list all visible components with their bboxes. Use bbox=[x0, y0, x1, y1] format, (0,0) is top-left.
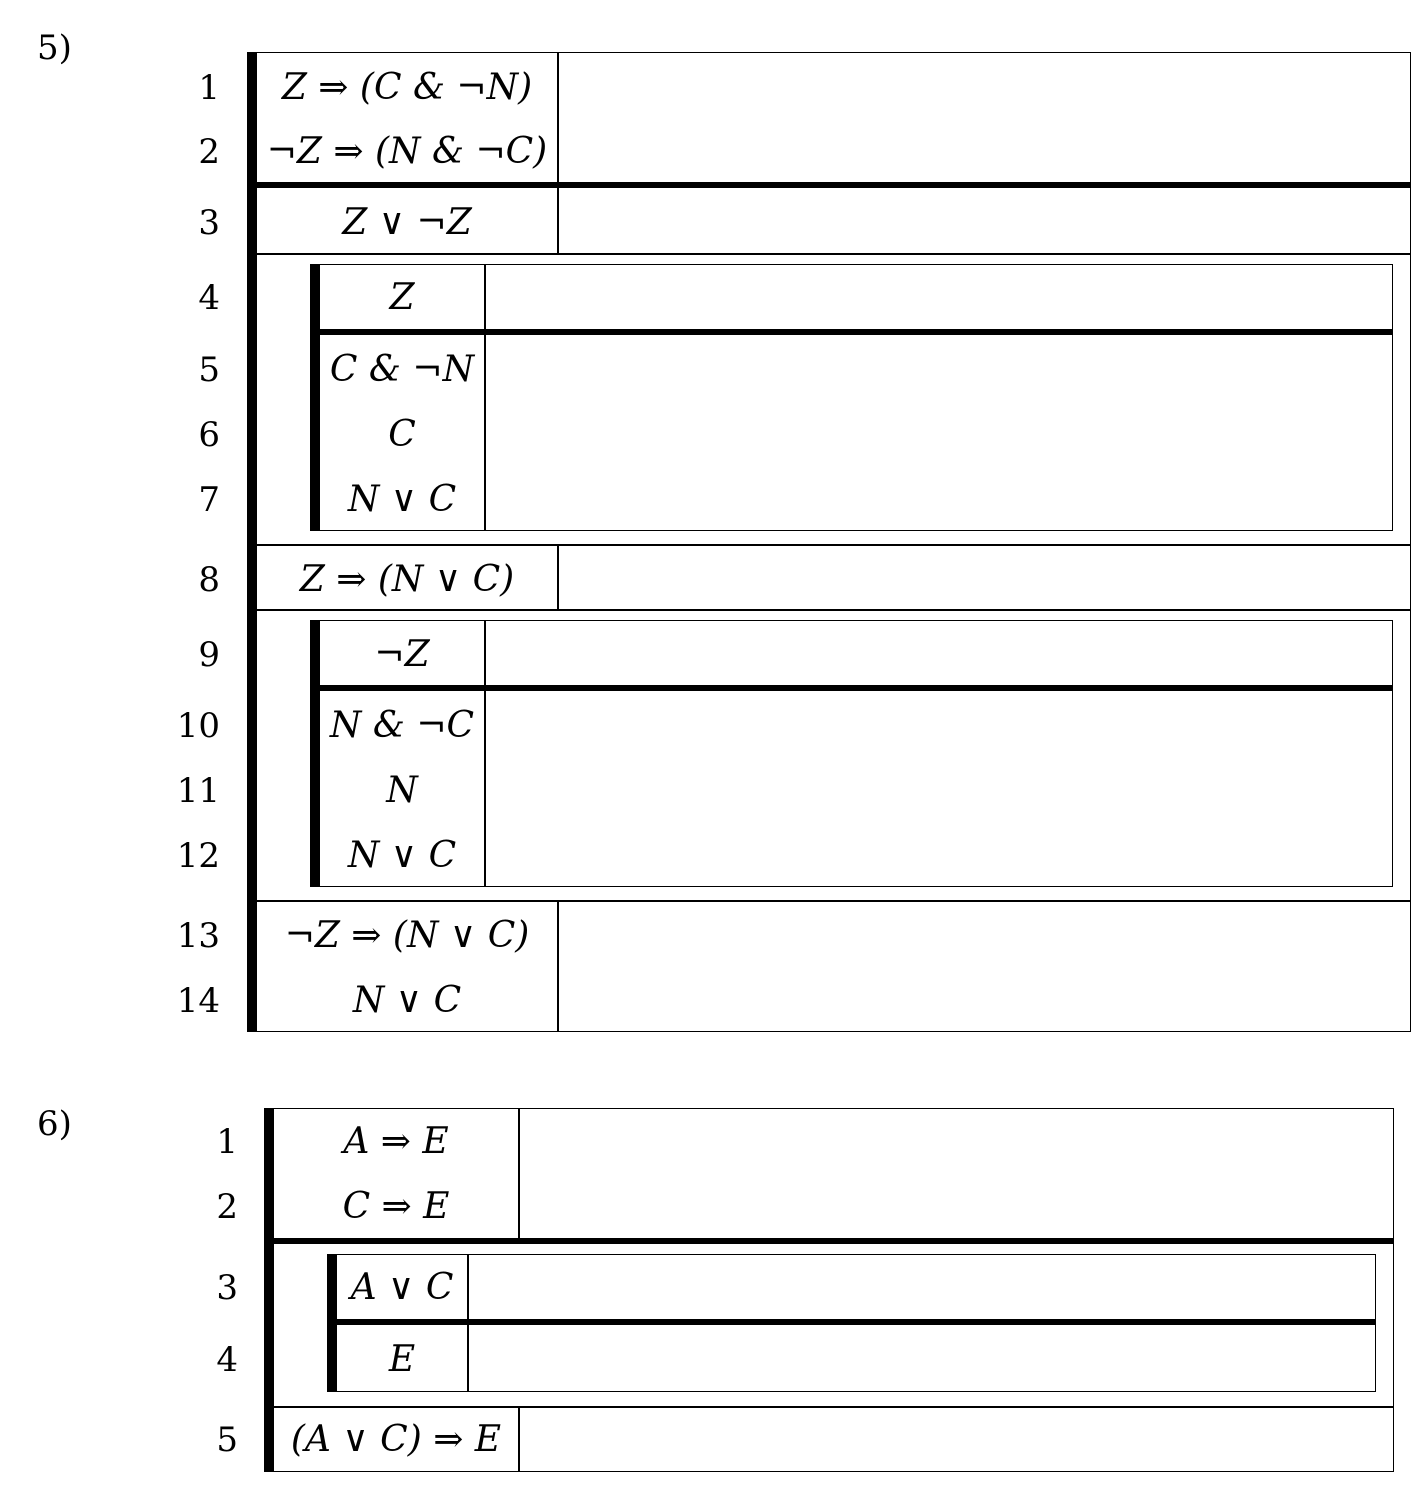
assumption-separator bbox=[311, 329, 1393, 335]
line-number: 8 bbox=[198, 560, 220, 600]
row-divider bbox=[257, 609, 1411, 611]
subproof-scope-bar bbox=[310, 620, 320, 887]
formula: ¬Z ⇒ (N & ¬C) bbox=[266, 131, 548, 172]
formula: N ∨ C bbox=[352, 980, 462, 1021]
subproof-scope-bar bbox=[310, 264, 320, 531]
row-divider bbox=[257, 544, 1411, 546]
formula: ¬Z bbox=[374, 634, 430, 675]
formula: N ∨ C bbox=[347, 479, 457, 520]
formula: Z ⇒ (N ∨ C) bbox=[299, 559, 515, 600]
line-number: 2 bbox=[216, 1187, 238, 1227]
formula: Z bbox=[389, 277, 415, 318]
assumption-separator bbox=[311, 685, 1393, 691]
formula: Z ⇒ (C & ¬N) bbox=[281, 67, 533, 108]
column-divider bbox=[484, 264, 486, 531]
column-divider bbox=[557, 188, 559, 254]
line-number: 7 bbox=[198, 480, 220, 520]
row-divider bbox=[257, 253, 1411, 255]
column-divider bbox=[518, 1406, 520, 1472]
formula: C & ¬N bbox=[329, 349, 475, 390]
formula: E bbox=[388, 1339, 416, 1380]
line-number: 5 bbox=[216, 1420, 238, 1460]
formula: N & ¬C bbox=[329, 705, 475, 746]
line-number: 6 bbox=[198, 415, 220, 455]
formula: N ∨ C bbox=[347, 835, 457, 876]
premise-separator bbox=[265, 1238, 1394, 1244]
formula: C ⇒ E bbox=[342, 1186, 450, 1227]
formula: C bbox=[388, 414, 416, 455]
assumption-separator bbox=[328, 1319, 1376, 1325]
line-number: 3 bbox=[198, 203, 220, 243]
line-number: 9 bbox=[198, 635, 220, 675]
row-divider bbox=[274, 1406, 1394, 1408]
line-number: 4 bbox=[198, 278, 220, 318]
line-number: 14 bbox=[176, 981, 220, 1021]
line-number: 3 bbox=[216, 1268, 238, 1308]
column-divider bbox=[557, 544, 559, 610]
line-number: 1 bbox=[198, 68, 220, 108]
column-divider bbox=[484, 620, 486, 887]
line-number: 1 bbox=[216, 1122, 238, 1162]
premise-separator bbox=[248, 182, 1411, 188]
formula: N bbox=[386, 770, 418, 811]
line-number: 10 bbox=[176, 706, 220, 746]
column-divider bbox=[518, 1108, 520, 1240]
scope-bar bbox=[264, 1108, 274, 1472]
formula: ¬Z ⇒ (N ∨ C) bbox=[284, 915, 530, 956]
column-divider bbox=[557, 52, 559, 185]
line-number: 4 bbox=[216, 1340, 238, 1380]
formula: A ∨ C bbox=[350, 1267, 454, 1308]
proof-label: 5) bbox=[37, 28, 72, 68]
formula: Z ∨ ¬Z bbox=[342, 202, 472, 243]
line-number: 13 bbox=[176, 916, 220, 956]
line-number: 2 bbox=[198, 132, 220, 172]
scope-bar bbox=[247, 52, 257, 1032]
line-number: 12 bbox=[176, 836, 220, 876]
column-divider bbox=[557, 900, 559, 1032]
formula: A ⇒ E bbox=[343, 1121, 449, 1162]
formula: (A ∨ C) ⇒ E bbox=[290, 1419, 502, 1460]
line-number: 11 bbox=[176, 771, 220, 811]
proof-label: 6) bbox=[37, 1104, 72, 1144]
row-divider bbox=[257, 900, 1411, 902]
line-number: 5 bbox=[198, 350, 220, 390]
